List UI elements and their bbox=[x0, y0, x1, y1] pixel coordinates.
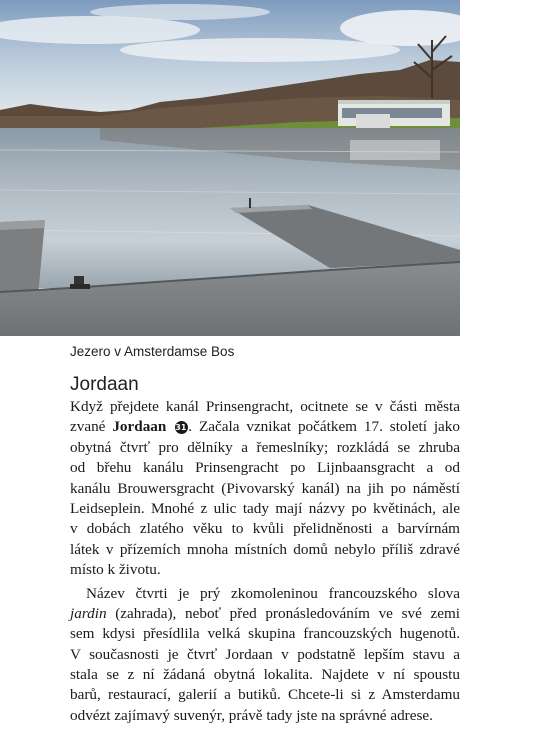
paragraph-1-line-8: látek v přízemích mnoha místních domů nebylo příliš zdravé bbox=[70, 540, 460, 558]
text-fragment: zvané bbox=[70, 418, 113, 436]
paragraph-2-line-4: V současnosti je čtvrť Jordaan v podstatně lepším stavu a bbox=[70, 645, 460, 663]
paragraph-1-line-1: Když přejdete kanál Prinsengracht, ocitnete se v části města bbox=[70, 398, 460, 415]
paragraph-2-line-7: odvézt zajímavý suvenýr, právě tady jste na správné adrese. bbox=[70, 706, 433, 724]
paragraph-2-line-2 bbox=[70, 604, 460, 624]
paragraph-1-line-9: místo k životu. bbox=[70, 561, 161, 579]
section-heading: Jordaan bbox=[70, 374, 139, 395]
paragraph-1-line-2 bbox=[70, 417, 460, 437]
paragraph-2-line-1: Název čtvrti je prý zkomoleninou francouzského slova bbox=[86, 584, 460, 602]
paragraph-2-line-6: barů, restaurací, galerií a butiků. Chcete-li si z Amsterdamu bbox=[70, 686, 460, 704]
map-marker-badge: 31 bbox=[175, 423, 187, 433]
paragraph-1-line-4: od břehu kanálu Prinsengracht po Lijnbaansgracht a od bbox=[70, 459, 460, 477]
paragraph-2-line-5: stala se z ní žádaná obytná lokalita. Najdete v ní spoustu bbox=[70, 666, 460, 684]
lake-photo bbox=[0, 0, 460, 336]
paragraph-1-line-6: Leidseplein. Mnohé z ulic tady mají názvy po květinách, ale bbox=[70, 499, 460, 517]
place-name-jordaan: Jordaan bbox=[112, 418, 167, 436]
paragraph-1-line-7: v dobách zlatého věku to kvůli přelidněnosti a barvírnám bbox=[70, 520, 460, 538]
paragraph-1-line-3: obytná čtvrť pro dělníky a řemeslníky; rozkládá se zhruba bbox=[70, 438, 460, 456]
text-fragment: (zahrada), neboť před pronásledováním ve své zemi bbox=[106, 604, 460, 622]
article-body bbox=[70, 397, 460, 726]
photo-caption: Jezero v Amsterdamse Bos bbox=[70, 344, 235, 359]
paragraph-1-line-5: kanálu Brouwersgracht (Pivovarský kanál) na jih po náměstí bbox=[70, 479, 460, 497]
paragraph-2-line-3: sem kdysi přesídlila velká skupina francouzských hugenotů. bbox=[70, 625, 460, 643]
text-fragment: . Začala vznikat počátkem 17. století jako bbox=[188, 418, 460, 436]
italic-word-jardin: jardin bbox=[70, 604, 107, 622]
